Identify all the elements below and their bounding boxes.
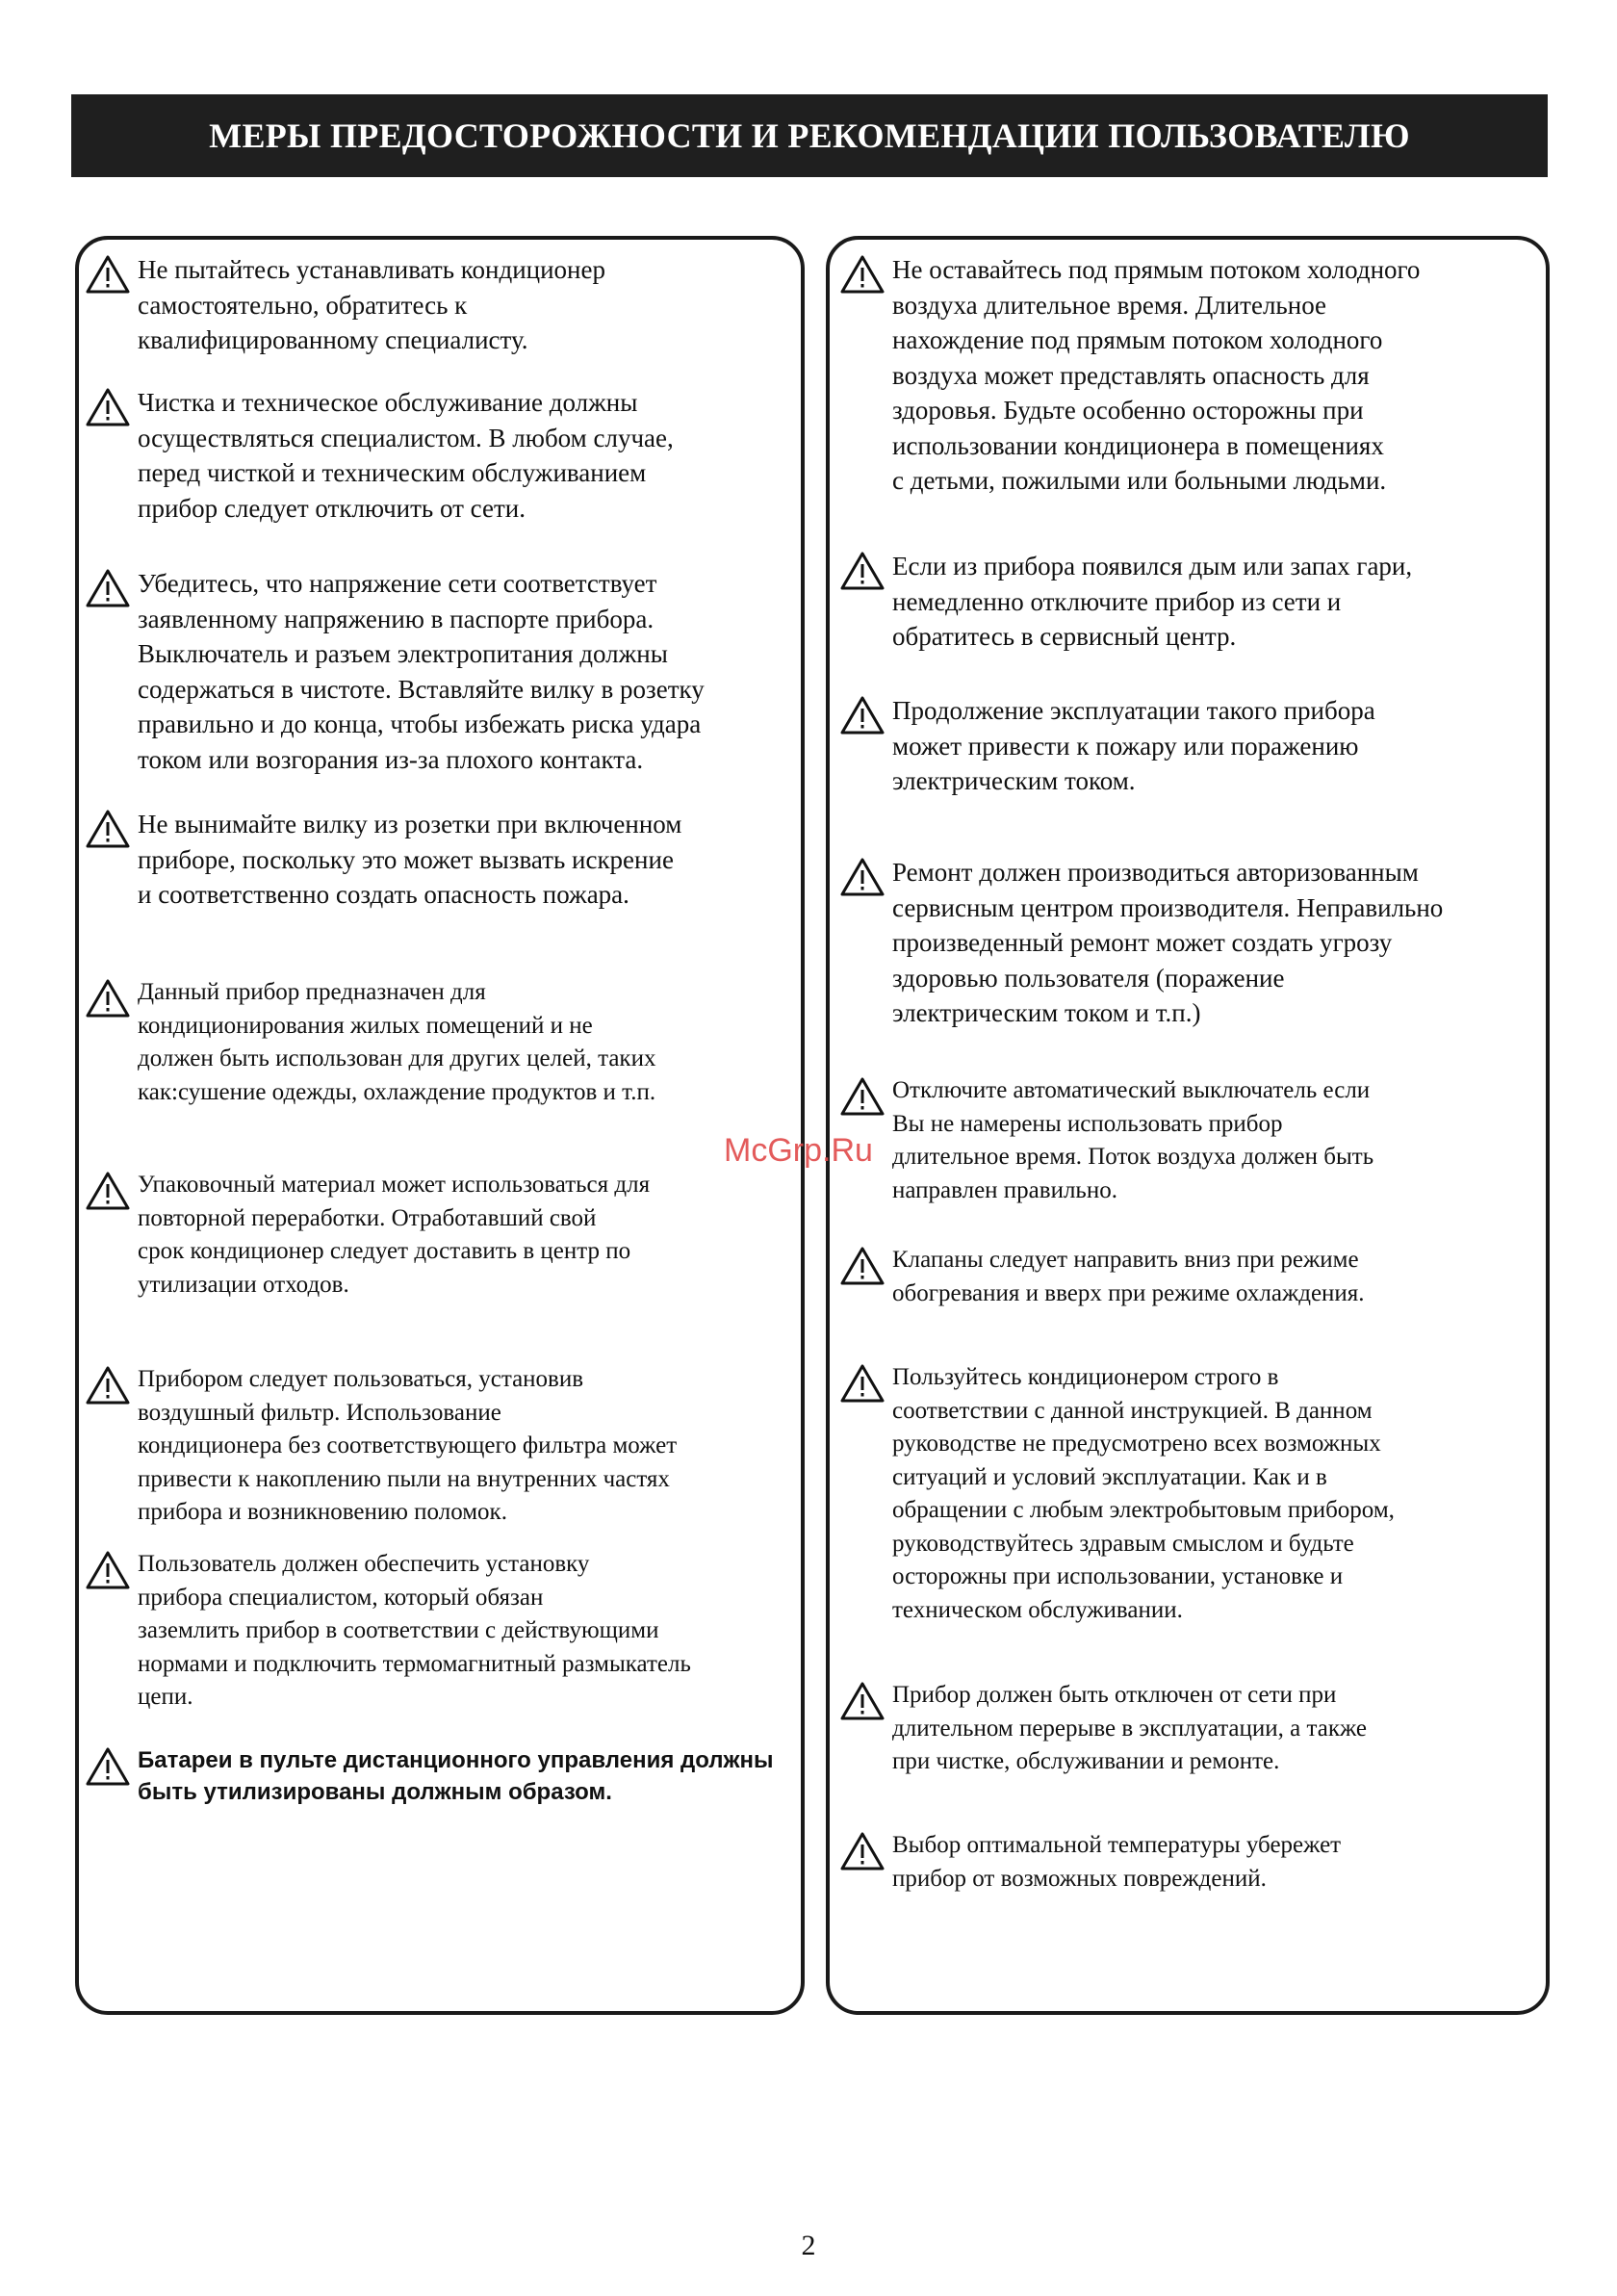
warning-text: Батареи в пульте дистанционного управления должны быть утилизированы должным образом.: [138, 1747, 774, 1805]
warning-item: [839, 855, 1603, 1031]
warning-text: Не пытайтесь устанавливать кондиционер самостоятельно, обратитесь к квалифицированному специалисту.: [138, 255, 605, 354]
warning-item: [839, 1361, 1600, 1627]
warning-triangle-icon: [85, 809, 131, 849]
warning-text: Упаковочный материал может использоваться для повторной переработки. Отработавший свой срок кондиционер следует доставить в центр по утилизации отходов.: [138, 1172, 651, 1298]
warning-item: [85, 566, 855, 777]
warning-triangle-icon: [839, 857, 886, 897]
warning-item: [85, 1169, 850, 1302]
warning-item: [839, 549, 1600, 655]
warning-item: [839, 1679, 1600, 1779]
page-title: МЕРЫ ПРЕДОСТОРОЖНОСТИ И РЕКОМЕНДАЦИИ ПОЛЬЗОВАТЕЛЮ: [209, 116, 1410, 155]
warning-text: Пользователь должен обеспечить установку прибора специалистом, который обязан заземлить прибор в соответствии с действующими нормами и подключить термомагнитный размыкатель цепи.: [138, 1551, 691, 1710]
warning-item: [839, 252, 1600, 499]
warning-text: Прибор должен быть отключен от сети при длительном перерыве в эксплуатации, а также при чистке, обслуживании и ремонте.: [892, 1682, 1368, 1774]
warning-triangle-icon: [85, 568, 131, 608]
warning-triangle-icon: [839, 695, 886, 735]
warning-item: [85, 252, 831, 358]
warning-item: [85, 385, 850, 526]
warning-text: Не вынимайте вилку из розетки при включенном приборе, поскольку это может вызвать искрение и соответственно создать опасность пожара.: [138, 810, 682, 909]
warning-text: Выбор оптимальной температуры убережет прибор от возможных повреждений.: [892, 1832, 1342, 1892]
warning-triangle-icon: [85, 254, 131, 295]
warning-triangle-icon: [839, 1246, 886, 1286]
warning-item: [839, 1074, 1600, 1207]
warning-item: [85, 1744, 855, 1808]
page-header: [71, 94, 1548, 177]
warning-text: Пользуйтесь кондиционером строго в соответствии с данной инструкцией. В данном руководстве не предусмотрено всех возможных ситуаций и условий эксплуатации. Как и в обращении с любым электробытовым прибором, руководствуйтесь здравым смыслом и будьте осторожны при использовании, установке и техническом обслуживании.: [892, 1364, 1395, 1623]
watermark: McGrp.Ru: [724, 1132, 873, 1169]
warning-triangle-icon: [839, 1363, 886, 1404]
warning-text: Если из прибора появился дым или запах гари, немедленно отключите прибор из сети и обратитесь в сервисный центр.: [892, 552, 1413, 651]
warning-triangle-icon: [839, 1076, 886, 1117]
warning-triangle-icon: [85, 978, 131, 1019]
warning-triangle-icon: [839, 1681, 886, 1721]
warning-text: Не оставайтесь под прямым потоком холодного воздуха длительное время. Длительное нахождение под прямым потоком холодного воздуха может представлять опасность для здоровья. Будьте особенно осторожны при использовании кондиционера в помещениях с детьми, пожилыми или больными людьми.: [892, 255, 1421, 495]
warning-item: [839, 1829, 1600, 1896]
warning-text: Продолжение эксплуатации такого прибора может привести к пожару или поражению электрическим током.: [892, 696, 1375, 795]
warning-item: [85, 1548, 855, 1715]
warning-triangle-icon: [839, 254, 886, 295]
warning-triangle-icon: [85, 1171, 131, 1211]
warning-text: Отключите автоматический выключатель если Вы не намерены использовать прибор длительное время. Поток воздуха должен быть направлен правильно.: [892, 1077, 1374, 1203]
warning-triangle-icon: [85, 1746, 131, 1787]
warning-item: [85, 1363, 850, 1530]
warning-triangle-icon: [839, 551, 886, 591]
warning-text: Данный прибор предназначен для кондиционирования жилых помещений и не должен быть использован для других целей, таких как:сушение одежды, охлаждение продуктов и т.п.: [138, 979, 656, 1105]
warning-text: Клапаны следует направить вниз при режиме обогревания и вверх при режиме охлаждения.: [892, 1247, 1365, 1306]
warning-text: Ремонт должен производиться авторизованным сервисным центром производителя. Неправильно произведенный ремонт может создать угрозу здоровью пользователя (поражение электрическим током и т.п.): [892, 858, 1444, 1027]
warning-triangle-icon: [839, 1831, 886, 1871]
warning-triangle-icon: [85, 387, 131, 427]
warning-text: Убедитесь, что напряжение сети соответствует заявленному напряжению в паспорте прибора. Выключатель и разъем электропитания должны содержаться в чистоте. Вставляйте вилку в розетку правильно и до конца, чтобы избежать риска удара током или возгорания из-за плохого контакта.: [138, 569, 705, 774]
warning-text: Прибором следует пользоваться, установив воздушный фильтр. Использование кондиционера без соответствующего фильтра может привести к накоплению пыли на внутренних частях прибора и возникновению поломок.: [138, 1366, 678, 1525]
warning-text: Чистка и техническое обслуживание должны осуществляться специалистом. В любом случае, перед чисткой и техническим обслуживанием прибор следует отключить от сети.: [138, 388, 674, 523]
warning-item: [839, 693, 1600, 799]
warning-item: [839, 1244, 1600, 1310]
warning-triangle-icon: [85, 1365, 131, 1406]
warning-triangle-icon: [85, 1550, 131, 1590]
warning-item: [85, 807, 850, 913]
page-number: 2: [801, 2230, 816, 2261]
warning-item: [85, 976, 850, 1109]
